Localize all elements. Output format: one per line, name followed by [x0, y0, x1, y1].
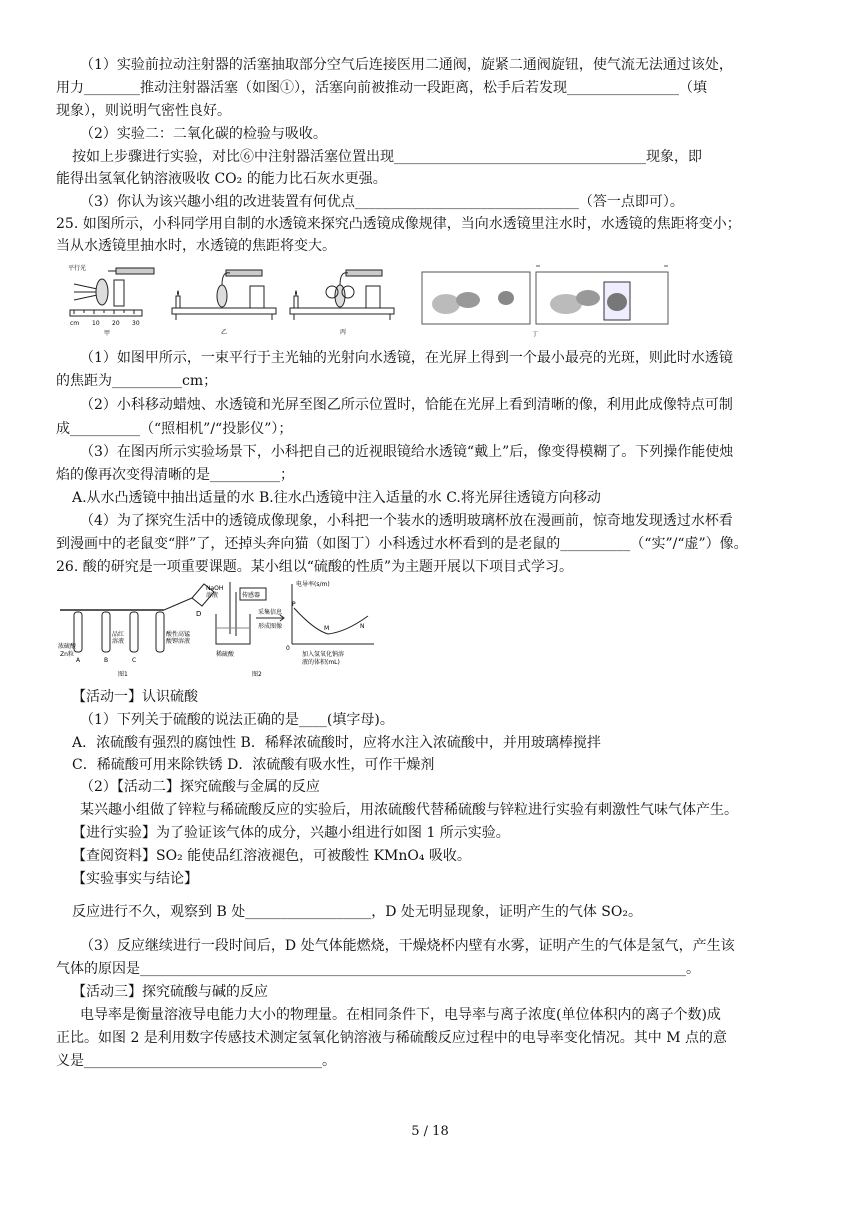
text-line: （2）小科移动蜡烛、水透镜和光屏至图乙所示位置时，恰能在光屏上看到清晰的像，利用此成像特点可制: [80, 397, 733, 413]
fig2-xlabel: 液的体积(mL): [302, 659, 340, 666]
text-line: 26. 酸的研究是一项重要课题。某小组以“硫酸的性质”为主题开展以下项目式学习。: [56, 559, 574, 575]
fig2-label: 稀硫酸: [216, 651, 235, 658]
figure-ding: [422, 266, 668, 338]
text-line: （3）在图丙所示实验场景下，小科把自己的近视眼镜给水透镜“戴上”后，像变得模糊了。下列操作能使烛: [80, 444, 734, 460]
figure-2-conductivity: [206, 580, 374, 678]
fig1-label: D: [196, 610, 202, 618]
sulfuric-acid-figures: [56, 578, 416, 682]
text-line: （1）下列关于硫酸的说法正确的是____(填字母)。: [80, 712, 394, 728]
text-line: 的焦距为__________cm；: [56, 373, 218, 389]
fig2-caption: 图2: [252, 671, 262, 678]
scale-tick: 10: [92, 320, 100, 327]
figure-1-apparatus: [58, 584, 214, 678]
fig2-label: 溶液: [206, 592, 219, 599]
page-number: 5 / 18: [411, 1124, 449, 1139]
text-line: 按如上步骤进行实验，对比⑥中注射器活塞位置出现____________________________________现象，即: [72, 149, 702, 165]
beam-label: 平行光: [68, 265, 87, 272]
text-line: 用力________推动注射器活塞（如图①），活塞向前被推动一段距离，松手后若发现________________（填: [56, 80, 707, 96]
text-line: 【活动三】探究硫酸与碱的反应: [72, 984, 268, 1000]
text-line: （1）实验前拉动注射器的活塞抽取部分空气后连接医用二通阀，旋紧二通阀旋钮，使气流无法通过该处，: [80, 57, 733, 73]
text-line: 当从水透镜里抽水时，水透镜的焦距将变大。: [56, 238, 336, 254]
caption-yi: 乙: [221, 329, 228, 336]
fig2-point: N: [360, 623, 365, 630]
text-line: 气体的原因是______________________________________________________________________________。: [56, 961, 700, 977]
fig2-origin: 0: [286, 645, 290, 652]
text-line: 25. 如图所示，小科同学用自制的水透镜来探究凸透镜成像规律，当向水透镜里注水时，水透镜的焦距将变小；: [56, 216, 741, 232]
fig1-label: Zn粒: [60, 651, 74, 658]
text-line: 电导率是衡量溶液导电能力大小的物理量。在相同条件下，电导率与离子浓度(单位体积内的离子个数)成: [80, 1007, 721, 1023]
text-line: A．浓硫酸有强烈的腐蚀性 B．稀释浓硫酸时，应将水注入浓硫酸中，并用玻璃棒搅拌: [72, 735, 601, 751]
caption-bing: 丙: [340, 329, 347, 336]
fig2-point: M: [324, 625, 330, 632]
text-line: 【查阅资料】SO₂ 能使品红溶液褪色，可被酸性 KMnO₄ 吸收。: [72, 848, 471, 864]
fig1-label: 浓硫酸: [58, 643, 77, 650]
fig1-caption: 图1: [118, 671, 128, 678]
fig2-label: 采集信息: [258, 609, 283, 616]
fig1-label: 溶液: [112, 638, 125, 645]
text-line: 【进行实验】为了验证该气体的成分，兴趣小组进行如图 1 所示实验。: [72, 825, 510, 841]
caption-ding: 丁: [532, 331, 539, 338]
fig2-label: 传感器: [242, 592, 261, 599]
text-line: 焰的像再次变得清晰的是__________；: [56, 467, 294, 483]
text-line: （3）你认为该兴趣小组的改进装置有何优点________________________________（答一点即可）。: [80, 194, 684, 210]
text-line: 【活动一】认识硫酸: [72, 689, 198, 705]
text-line: 反应进行不久，观察到 B 处__________________，D 处无明显现象，证明产生的气体 SO₂。: [72, 904, 642, 920]
fig1-label: 酸钾溶液: [166, 638, 191, 645]
text-line: 现象），则说明气密性良好。: [56, 103, 231, 119]
text-line: （2）实验二：二氧化碳的检验与吸收。: [80, 126, 327, 142]
scale-tick: 30: [132, 320, 140, 327]
text-line: （2）【活动二】探究硫酸与金属的反应: [80, 779, 320, 795]
fig2-xlabel: 加入氢氧化钠溶: [302, 651, 345, 658]
text-line: 义是__________________________________。: [56, 1053, 336, 1069]
fig2-label: 形成图像: [258, 623, 283, 630]
fig1-label: 品红: [112, 631, 125, 638]
scale-unit: cm: [70, 320, 80, 327]
text-line: 成__________（“照相机”/“投影仪”）；: [56, 421, 293, 437]
fig1-label: 酸性高锰: [166, 631, 191, 638]
text-line: 正比。如图 2 是利用数字传感技术测定氢氧化钠溶液与稀硫酸反应过程中的电导率变化情况。其中 M 点的意: [56, 1030, 728, 1046]
caption-jia: 甲: [104, 330, 111, 337]
tube-letter: A: [76, 657, 81, 664]
fig2-point: P: [292, 601, 296, 608]
text-line: （1）如图甲所示，一束平行于主光轴的光射向水透镜，在光屏上得到一个最小最亮的光斑，则此时水透镜: [80, 350, 733, 366]
text-line: 到漫画中的老鼠变“胖”了，还掉头奔向猫（如图丁）小科透过水杯看到的是老鼠的__________（“实”/“虚”）像。: [56, 536, 748, 552]
text-line: A.从水凸透镜中抽出适量的水 B.往水凸透镜中注入适量的水 C.将光屏往透镜方向移动: [72, 490, 601, 506]
text-line: 【实验事实与结论】: [72, 871, 198, 887]
text-line: （4）为了探究生活中的透镜成像现象，小科把一个装水的透明玻璃杯放在漫画前，惊奇地发现透过水杯看: [80, 513, 733, 529]
tube-letter: B: [104, 657, 109, 664]
text-line: C．稀硫酸可用来除铁锈 D．浓硫酸有吸水性，可作干燥剂: [72, 757, 435, 773]
fig2-ylabel: 电导率(s/m): [296, 581, 330, 588]
scale-tick: 20: [112, 320, 120, 327]
fig2-label: NaOH: [206, 585, 224, 592]
text-line: 某兴趣小组做了锌粒与稀硫酸反应的实验后，用浓硫酸代替稀硫酸与锌粒进行实验有刺激性气味气体产生。: [80, 802, 738, 818]
text-line: （3）反应继续进行一段时间后，D 处气体能燃烧，干燥烧杯内壁有水雾，证明产生的气体是氢气，产生该: [80, 938, 735, 954]
lens-experiment-figures: [66, 262, 686, 340]
text-line: 能得出氢氧化钠溶液吸收 CO₂ 的能力比石灰水更强。: [56, 171, 387, 187]
tube-letter: C: [132, 657, 137, 664]
figure-jia: [68, 264, 154, 337]
figure-bing: [290, 270, 394, 336]
figure-yi: [172, 270, 276, 336]
